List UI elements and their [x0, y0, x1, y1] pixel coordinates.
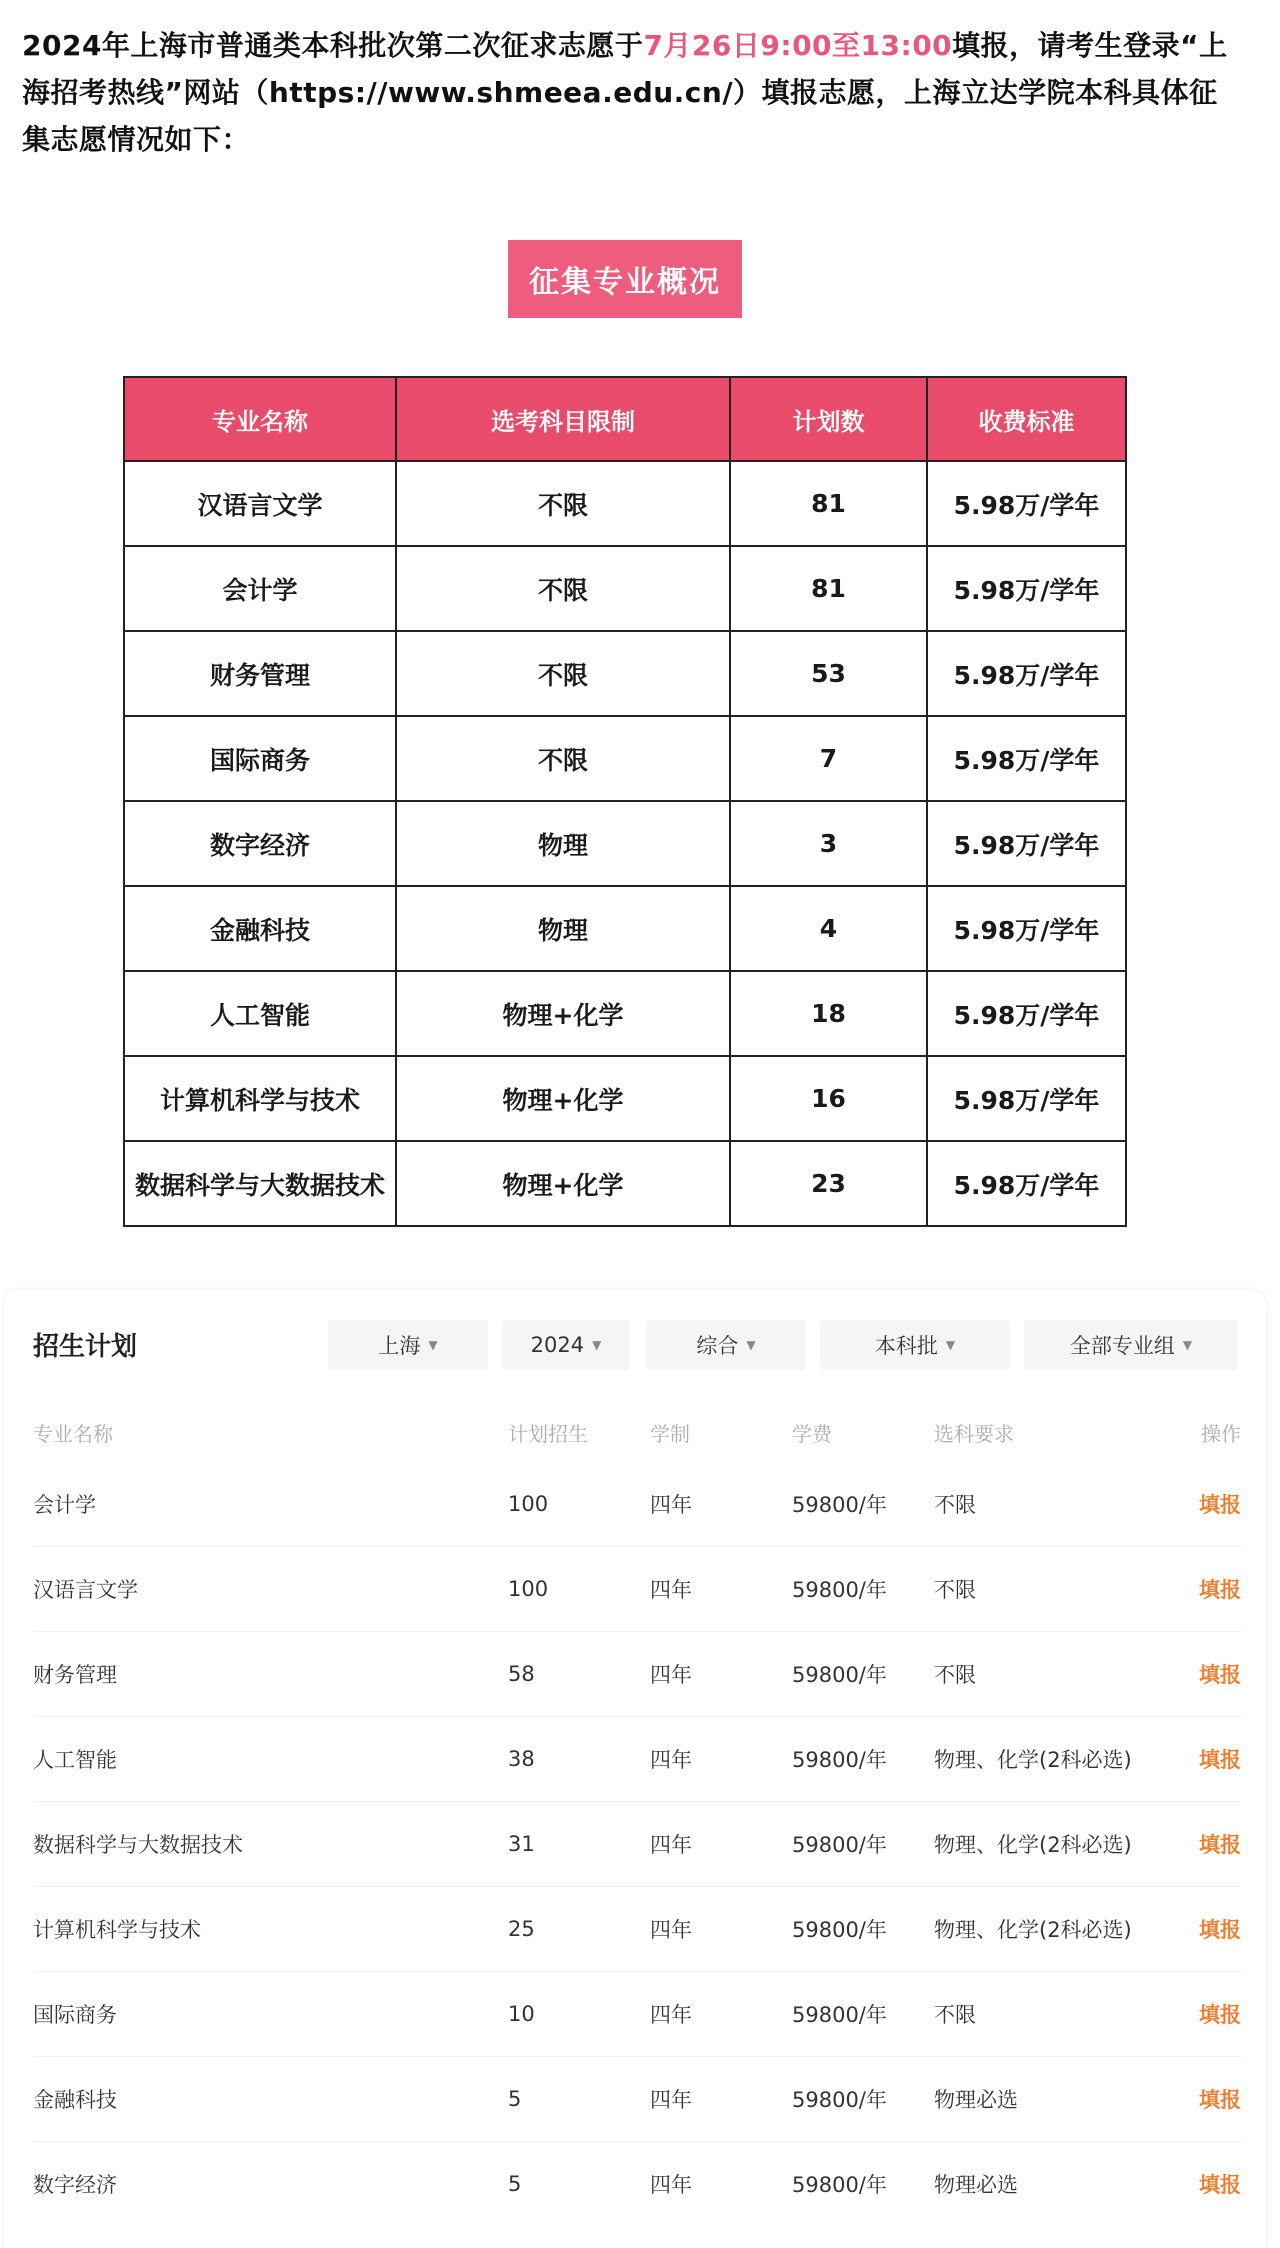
summary-cell-plan-count: 18 — [730, 971, 927, 1056]
summary-cell-major: 汉语言文学 — [124, 461, 396, 546]
plan-row — [33, 1717, 1241, 1802]
plan-cell-action — [1161, 1972, 1241, 2057]
notice-paragraph — [22, 22, 1242, 163]
filter-region-dropdown[interactable] — [328, 1320, 488, 1370]
filter-region-label: 上海 — [378, 1334, 421, 1358]
notice-date-highlight: 7月26日9:00至13:00 — [643, 29, 953, 62]
summary-cell-fee: 5.98万/学年 — [927, 716, 1126, 801]
plan-cell-tuition: 59800/年 — [792, 1887, 934, 1972]
filter-batch-dropdown[interactable] — [820, 1320, 1010, 1370]
plan-cell-tuition: 59800/年 — [792, 1717, 934, 1802]
plan-header-action: 操作 — [1201, 1421, 1241, 1446]
summary-header-plan-count: 计划数 — [730, 377, 927, 461]
summary-cell-major: 计算机科学与技术 — [124, 1056, 396, 1141]
chevron-down-icon: ▼ — [1182, 1338, 1193, 1352]
summary-row — [124, 971, 1126, 1056]
plan-cell-subject-req: 不限 — [934, 1547, 1161, 1632]
plan-cell-subject-req: 物理、化学(2科必选) — [934, 1802, 1161, 1887]
plan-cell-action — [1161, 1632, 1241, 1717]
plan-cell-duration: 四年 — [650, 1547, 792, 1632]
summary-cell-fee: 5.98万/学年 — [927, 631, 1126, 716]
apply-link[interactable]: 填报 — [1199, 2088, 1241, 2112]
plan-cell-duration: 四年 — [650, 1972, 792, 2057]
plan-cell-planned: 5 — [508, 2172, 522, 2196]
plan-cell-action — [1161, 1547, 1241, 1632]
notice-text-part2: 填报，请考生登录“上海招考热线”网站（https://www.shmeea.edu.cn/）填报志愿，上海立达学院本科具体征集志愿情况如下： — [22, 29, 1228, 156]
plan-cell-action — [1161, 2057, 1241, 2142]
summary-table — [123, 376, 1127, 1227]
plan-header-subject-req: 选科要求 — [934, 1421, 1014, 1446]
plan-cell-major: 财务管理 — [33, 1632, 508, 1717]
filter-major-group-label: 全部专业组 — [1069, 1334, 1175, 1358]
enrollment-plan-table — [33, 1402, 1241, 2226]
plan-cell-major: 金融科技 — [33, 2057, 508, 2142]
plan-cell-planned: 100 — [508, 1462, 650, 1547]
summary-cell-major: 财务管理 — [124, 631, 396, 716]
plan-cell-subject-req: 不限 — [934, 1632, 1161, 1717]
summary-cell-subject-limit: 物理 — [396, 801, 730, 886]
summary-cell-subject-limit: 物理 — [396, 886, 730, 971]
plan-cell-tuition: 59800/年 — [792, 2173, 887, 2197]
summary-cell-fee: 5.98万/学年 — [927, 546, 1126, 631]
plan-cell-action — [1161, 2142, 1241, 2227]
filter-year-dropdown[interactable] — [502, 1320, 630, 1370]
summary-row — [124, 1056, 1126, 1141]
apply-link[interactable]: 填报 — [1199, 1748, 1241, 1772]
summary-cell-plan-count: 53 — [730, 631, 927, 716]
plan-row — [33, 1632, 1241, 1717]
summary-cell-plan-count: 23 — [730, 1141, 927, 1226]
plan-cell-planned: 58 — [508, 1632, 650, 1717]
plan-cell-tuition: 59800/年 — [792, 1632, 934, 1717]
plan-cell-duration: 四年 — [650, 1632, 792, 1717]
chevron-down-icon: ▼ — [428, 1338, 438, 1352]
notice-text-part1: 2024年上海市普通类本科批次第二次征求志愿于 — [22, 29, 644, 62]
summary-row — [124, 801, 1126, 886]
plan-cell-tuition: 59800/年 — [792, 2057, 934, 2142]
summary-table-body — [124, 461, 1126, 1226]
summary-cell-subject-limit: 物理+化学 — [396, 1141, 730, 1226]
summary-header-fee: 收费标准 — [927, 377, 1126, 461]
summary-row — [124, 461, 1126, 546]
plan-cell-major: 人工智能 — [33, 1717, 508, 1802]
plan-cell-action — [1161, 1802, 1241, 1887]
plan-cell-subject-req: 物理、化学(2科必选) — [934, 1887, 1161, 1972]
summary-cell-major: 数据科学与大数据技术 — [124, 1141, 396, 1226]
plan-row — [33, 2057, 1241, 2142]
apply-link[interactable]: 填报 — [1199, 1918, 1241, 1942]
plan-row — [33, 2142, 1241, 2227]
summary-cell-subject-limit: 不限 — [396, 461, 730, 546]
summary-row — [124, 886, 1126, 971]
plan-row — [33, 1462, 1241, 1547]
section-title-badge: 征集专业概况 — [508, 240, 742, 318]
summary-header-major: 专业名称 — [124, 377, 396, 461]
summary-cell-subject-limit: 不限 — [396, 546, 730, 631]
summary-cell-subject-limit: 不限 — [396, 716, 730, 801]
summary-cell-fee: 5.98万/学年 — [927, 801, 1126, 886]
plan-cell-action — [1161, 1462, 1241, 1547]
summary-cell-plan-count: 16 — [730, 1056, 927, 1141]
plan-cell-duration: 四年 — [650, 1887, 792, 1972]
summary-row — [124, 546, 1126, 631]
summary-cell-major: 会计学 — [124, 546, 396, 631]
plan-cell-tuition: 59800/年 — [792, 1547, 934, 1632]
summary-cell-plan-count: 81 — [730, 546, 927, 631]
plan-cell-tuition: 59800/年 — [792, 1972, 934, 2057]
summary-cell-fee: 5.98万/学年 — [927, 886, 1126, 971]
plan-cell-planned: 38 — [508, 1717, 650, 1802]
summary-cell-major: 金融科技 — [124, 886, 396, 971]
summary-row — [124, 631, 1126, 716]
plan-header-row — [33, 1402, 1241, 1462]
chevron-down-icon: ▼ — [945, 1338, 956, 1352]
plan-row — [33, 1972, 1241, 2057]
plan-cell-planned: 5 — [508, 2057, 650, 2142]
chevron-down-icon: ▼ — [592, 1338, 602, 1352]
summary-cell-plan-count: 7 — [730, 716, 927, 801]
enrollment-plan-panel — [4, 1290, 1266, 2248]
summary-cell-plan-count: 81 — [730, 461, 927, 546]
apply-link[interactable]: 填报 — [1199, 1663, 1241, 1687]
plan-cell-major: 数据科学与大数据技术 — [33, 1802, 508, 1887]
filter-major-group-dropdown[interactable] — [1024, 1320, 1238, 1370]
plan-cell-subject-req: 不限 — [934, 1462, 1161, 1547]
plan-cell-major: 汉语言文学 — [33, 1547, 508, 1632]
summary-row — [124, 1141, 1126, 1226]
plan-cell-subject-req: 物理必选 — [934, 2173, 1018, 2197]
plan-cell-duration: 四年 — [650, 2057, 792, 2142]
summary-cell-major: 数字经济 — [124, 801, 396, 886]
plan-cell-duration: 四年 — [650, 2173, 692, 2197]
plan-header-tuition: 学费 — [792, 1421, 832, 1446]
plan-cell-action — [1161, 1887, 1241, 1972]
plan-cell-major: 会计学 — [33, 1462, 508, 1547]
filter-batch-label: 本科批 — [874, 1334, 938, 1358]
summary-cell-fee: 5.98万/学年 — [927, 461, 1126, 546]
summary-cell-plan-count: 3 — [730, 801, 927, 886]
enrollment-plan-title: 招生计划 — [33, 1331, 138, 1361]
plan-header-planned: 计划招生 — [508, 1421, 588, 1446]
summary-cell-major: 人工智能 — [124, 971, 396, 1056]
plan-cell-subject-req: 不限 — [934, 1972, 1161, 2057]
plan-cell-planned: 100 — [508, 1547, 650, 1632]
plan-cell-subject-req: 物理必选 — [934, 2057, 1161, 2142]
summary-cell-subject-limit: 物理+化学 — [396, 1056, 730, 1141]
chevron-down-icon: ▼ — [746, 1338, 756, 1352]
summary-cell-fee: 5.98万/学年 — [927, 1056, 1126, 1141]
apply-link[interactable]: 填报 — [1199, 1493, 1241, 1517]
summary-cell-fee: 5.98万/学年 — [927, 971, 1126, 1056]
summary-cell-fee: 5.98万/学年 — [927, 1141, 1126, 1226]
summary-cell-subject-limit: 不限 — [396, 631, 730, 716]
plan-cell-subject-req: 物理、化学(2科必选) — [934, 1717, 1161, 1802]
summary-cell-subject-limit: 物理+化学 — [396, 971, 730, 1056]
plan-cell-duration: 四年 — [650, 1717, 792, 1802]
plan-cell-major: 计算机科学与技术 — [33, 1887, 508, 1972]
plan-cell-duration: 四年 — [650, 1802, 792, 1887]
plan-cell-action — [1161, 1717, 1241, 1802]
summary-cell-plan-count: 4 — [730, 886, 927, 971]
plan-cell-planned: 31 — [508, 1802, 650, 1887]
summary-row — [124, 716, 1126, 801]
plan-cell-tuition: 59800/年 — [792, 1462, 934, 1547]
filter-category-dropdown[interactable] — [646, 1320, 806, 1370]
filter-category-label: 综合 — [696, 1334, 739, 1358]
plan-table-body — [33, 1462, 1241, 2226]
apply-link[interactable]: 填报 — [1199, 1578, 1241, 1602]
plan-cell-planned: 10 — [508, 1972, 650, 2057]
apply-link[interactable]: 填报 — [1199, 2173, 1241, 2197]
plan-cell-major: 国际商务 — [33, 1972, 508, 2057]
summary-header-subject-limit: 选考科目限制 — [396, 377, 730, 461]
filter-year-label: 2024 — [530, 1333, 585, 1357]
plan-row — [33, 1802, 1241, 1887]
summary-header-row — [124, 377, 1126, 461]
plan-header-major: 专业名称 — [33, 1421, 113, 1446]
plan-cell-tuition: 59800/年 — [792, 1802, 934, 1887]
apply-link[interactable]: 填报 — [1199, 1833, 1241, 1857]
plan-row — [33, 1547, 1241, 1632]
apply-link[interactable]: 填报 — [1199, 2003, 1241, 2027]
plan-cell-planned: 25 — [508, 1887, 650, 1972]
summary-cell-major: 国际商务 — [124, 716, 396, 801]
plan-row — [33, 1887, 1241, 1972]
plan-header-duration: 学制 — [650, 1421, 690, 1446]
plan-cell-duration: 四年 — [650, 1462, 792, 1547]
plan-cell-major: 数字经济 — [33, 2173, 117, 2197]
